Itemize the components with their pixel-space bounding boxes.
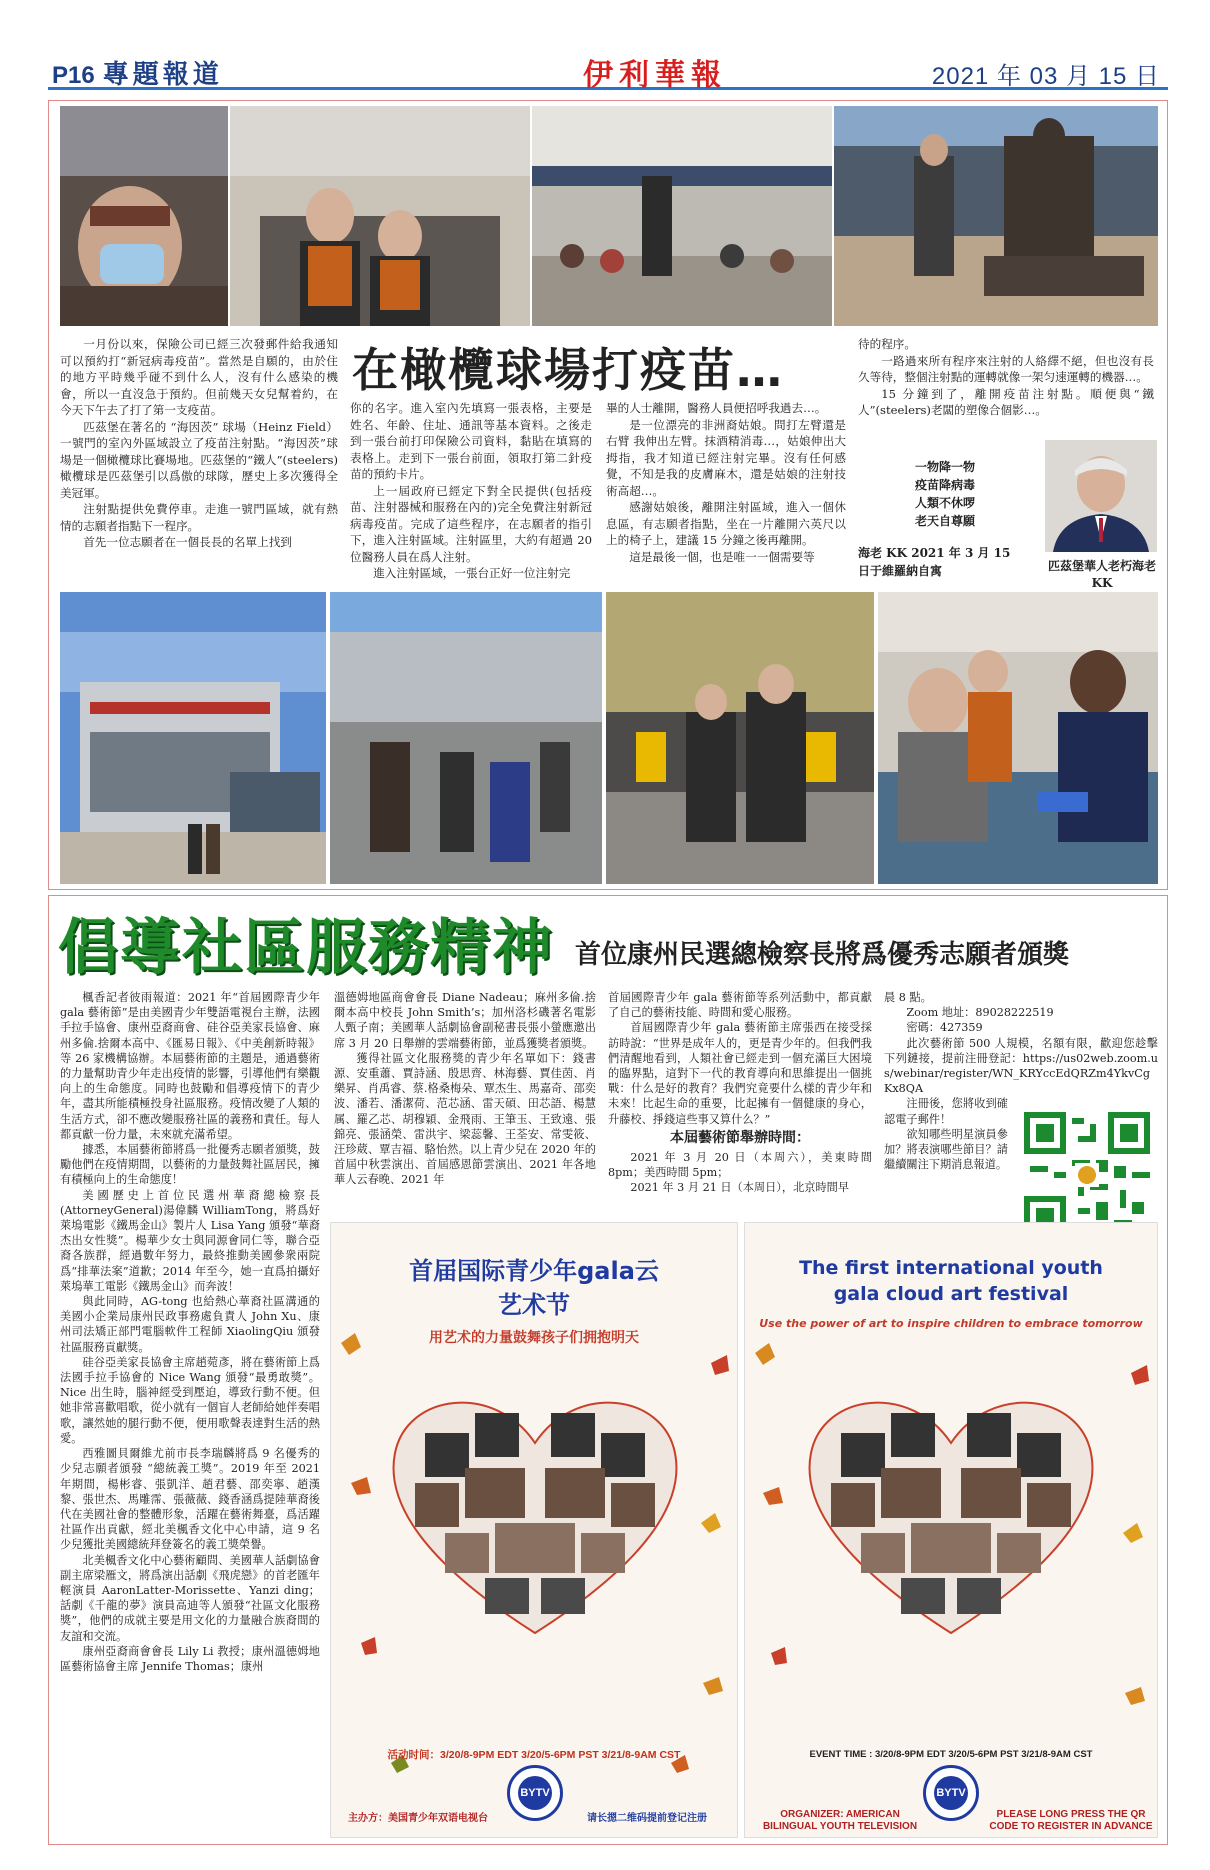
zoom-id[interactable]: Zoom 地址：89028222519 [906,1006,1054,1020]
heart-photo-collage [385,1373,685,1643]
registration-paragraph[interactable]: 此次藝術節 500 人規模，名額有限，歡迎您趁擊下列鏈接，提前注冊登記：https://us02web.zoom.us/webinar/register/WN_KRYccEdQRZm4YkvCgKx8QA [884,1036,1158,1096]
paragraph: 欲知哪些明星演員參加？將表演哪些節目？請繼續關注下期消息報道。 [884,1127,1008,1172]
logo-text: BYTV [518,1776,552,1810]
paragraph: 楓香記者彼雨報道：2021 年“首屆國際青少年 gala 藝術節”是由美國青少年雙語電視台主辦，法國手拉手協會、康州亞裔商會、硅谷亞美家長協會、麻州多倫.捨爾本高中、《匯易日報》、《中美創新時報》等 26 家機構協辦。本屆藝術節的主題是，通過藝術的力量幫助青少年走出疫情的影響，引導他們有樂觀向上的生命態度。同時也鼓勵和倡導疫情下的青少年，盡其所能積極投身社區服務。疫情改變了人類的生活方式，卻不應改變服務社區的義務和責任。每人都貢獻一份力量，未來就充滿希望。 [60,991,320,1141]
paragraph: 晨 8 點。 [884,991,932,1004]
paragraph: 匹茲堡在著名的 “海因茨” 球場（Heinz Field）一號門的室內外區域設立了疫苗注射點。“海因茨”球場是一個橄欖球比賽場地。匹茲堡的“鐵人”(steelers)橄欖球是匹茲堡引以爲傲的球隊，歷史上多次獲得全美冠軍。 [60,419,338,500]
paragraph: 美國歷史上首位民選州華裔總檢察長(AttorneyGeneral)湯偉麟 WilliamTong，將爲好萊塢電影《鐵馬金山》製片人 Lisa Yang 頒發“華裔杰出女性獎”。楊華少女士與同源會同仁等，聯合亞裔各族群，經過數年努力，最終推動美國參衆兩院爲“排華法案”道歉；2014 年至今，她一直爲拍攝好萊塢華工電影《鐵馬金山》而奔波！ [60,1188,320,1293]
paragraph: 一月份以來，保險公司已經三次發郵件給我通知可以預約打“新冠病毒疫苗”。當然是自願的，由於住的地方平時幾乎碰不到什么人，沒有什么感染的機會，所以一直沒急于預約。但前幾天女兒幫着約，在今天下午去了打了第一支疫苗。 [60,337,338,417]
paragraph: 據悉，本屆藝術節將爲一批優秀志願者頒獎，鼓勵他們在疫情期間，以藝術的力量鼓舞社區居民，擁有積極向上的生命態度！ [60,1143,320,1187]
paragraph: 獲得社區文化服務獎的青少年名單如下：錢書源、安重蕭、賈詩涵、殷思齊、林海藝、賈佳茵、肖樂昇、肖禹睿、蔡.格桑梅朵、覃杰生、馬嘉奇、邵奕波、潘若、潘潔荷、范芯涵、雷天碩、田芯語、楊慧属、羅乙芯、胡穆穎、金飛雨、王筆玉、王致遠、張錦亮、張涵榮、雷洪宇、梁蕊馨、王荃安、常雯筱、汪珍葳、覃吉福、駱怡然。以上青少兒在 2020 年的首屆中秋雲演出、首屆感恩節雲演出、2021 年各地華人云春晚、2021 年 [334,1051,596,1187]
page-header [48,50,1168,93]
newspaper-name: 伊利華報 [583,58,727,93]
story2-column-3 [608,990,872,1196]
schedule-heading: 本屆藝術節舉辦時間： [670,1129,810,1146]
story1-column-2 [350,400,592,582]
paragraph: 你的名字。進入室內先填寫一張表格，主要是姓名、年齡、住址、通訊等基本資料。之後走到一張台前打印保險公司資料，黏貼在填寫的表格上。走到下一張台前面，領取打第二針疫苗的預約卡片。 [350,401,592,481]
paragraph: 待的程序。 [858,337,916,351]
poster-register-note: PLEASE LONG PRESS THE QR CODE TO REGISTER IN ADVANCE [989,1809,1153,1832]
bytv-logo [923,1765,979,1821]
poem-line: 人類不休啰 [914,496,975,510]
paragraph: 首屆國際青少年 gala 藝術節等系列活動中，都貢獻了自己的藝術技能、時間和愛心服務。 [608,991,872,1020]
schedule-line: 2021 年 3 月 20 日（本周六），美東時間 8pm；美西時間 5pm； [608,1151,872,1180]
paragraph: 溫德姆地區商會會長 Diane Nadeau；麻州多倫.捨爾本高中校長 John Smith’s；加州洛杉磯著名電影人甄子南；美國華人話劇協會副秘書長張小螢應邀出席 3 月 20 日舉辦的雲端藝術節，並爲獲獎者頒獎。 [334,991,596,1050]
paragraph: 首先一位志願者在一個長長的名單上找到 [83,535,292,549]
poster-register-note: 请长摁二维码提前登记注册 [587,1813,707,1824]
paragraph: 一路過來所有程序來注射的人絡繹不絕，但也沒有長久等待，整個注射點的運轉就像一架匀速運轉的機器…。 [858,353,1154,384]
story1-column-4 [858,336,1154,419]
bytv-logo [507,1765,563,1821]
qr-code-icon [1024,1112,1150,1238]
poem-line: 老天自尊願 [914,514,975,528]
poster-slogan: 用艺术的力量鼓舞孩子们拥抱明天 [429,1330,639,1346]
zoom-password: 密碼：427359 [906,1021,983,1035]
registration-qr-code[interactable] [1024,1112,1150,1238]
author-portrait [1045,440,1157,552]
paragraph: 西雅圖貝爾維尤前市長李瑞麟將爲 9 名優秀的少兒志願者頒發 “總統義工獎”。2019 年至 2021 年期間，楊彬睿、張凱洋、趙君藝、邵奕寧、趙漢黎、張世杰、馬雕霈、張薇薇、錢香涵爲提陸華裔後代在美國社會的整體形象，活躍在藝術舞臺，爲活躍社區作出貢獻，經北美楓香文化中心申請，這 9 名少兒獲批美國總統拜登簽名的義工獎榮譽。 [60,1447,320,1552]
schedule-line: 2021 年 3 月 21 日（本周日），北京時間早 [630,1181,850,1195]
paragraph: 進入注射區域，一張台正好一位注射完 [373,566,571,580]
poster-title-line1: 首届国际青少年gala云 [409,1257,659,1285]
heart-photo-collage [801,1373,1101,1643]
portrait-caption: 匹茲堡華人老朽海老 KK [1047,559,1156,590]
poster-organizer: 主办方：美国青少年双语电视台 [348,1813,488,1824]
paragraph: 是一位漂亮的非洲裔姑娘。問打左臂還是右臂 我伸出左臂。抹酒精消毒…，姑娘伸出大拇指，我才知道已經注射完畢。沒有任何感覺，不知是我的皮膚麻木，還是姑娘的注射技術高超…。 [606,417,846,498]
paragraph: 注射點提供免費停車。走進一號門區域，就有熱情的志願者指點下一程序。 [60,502,338,533]
issue-date: 2021 年 03 月 15 日 [931,63,1160,90]
poem-line: 一物降一物 [914,460,975,474]
paragraph: 這是最後一個，也是唯一一個需要等 [629,549,815,564]
poster-english [744,1222,1158,1838]
paragraph: 15 分鐘到了，離開疫苗注射點。順便與“鐵人”(steelers)老闆的塑像合個影…。 [858,386,1154,417]
paragraph: 感謝姑娘後，離開注射區域，進入一個休息區，有志願者指點，坐在一片離開六英尺以上的椅子上，建議 15 分鐘之後再離開。 [606,500,846,547]
photo-couple-seated [230,106,530,326]
story2-column-2 [334,990,596,1188]
author-signature: 海老 KK 2021 年 3 月 15 日于維羅納自寓 [858,546,1011,578]
poster-title-line2: 艺术节 [498,1291,570,1319]
poster-event-time: 活动时间：3/20/8-9PM EDT 3/20/5-6PM PST 3/21/8-9AM CST [387,1749,681,1761]
poem-line: 疫苗降病毒 [914,478,975,492]
photo-vaccination [878,592,1158,884]
paragraph: 畢的人士離開，醫務人員便招呼我過去…。 [606,401,827,415]
paragraph: 上一屆政府已經定下對全民提供(包括疫苗、注射器械和服務在內的)完全免費注射新冠病毒疫苗。完成了這些程序，在志願者的指引下，進入注射區域。注射區里，大約有超過 20 位醫務人員在爲人注射。 [350,483,592,564]
logo-text: BYTV [934,1776,968,1810]
poster-chinese [330,1222,738,1838]
photo-stadium-exterior [60,592,326,884]
story1-column-1 [60,336,338,551]
paragraph: 注冊後，您將收到確認電子郵件！ [884,1097,1008,1126]
story1-title: 在橄欖球場打疫苗… [352,343,784,397]
photo-statue [834,106,1158,326]
photo-couple-pnc-club [606,592,874,884]
page-number: P16 [52,62,95,89]
paragraph: 康州亞裔商會會長 Lily Li 教授；康州溫德姆地區藝術協會主席 Jennife Thomas；康州 [60,1644,320,1673]
poem [890,458,1000,530]
photo-waiting-hall [532,106,832,326]
poster-event-time: EVENT TIME : 3/20/8-9PM EDT 3/20/5-6PM PST 3/21/8-9AM CST [809,1749,1093,1760]
story2-column-1 [60,990,320,1674]
poster-slogan: Use the power of art to inspire children to embrace tomorrow [759,1317,1143,1330]
paragraph: 北美楓香文化中心藝術顧問、美國華人話劇協會副主席梁雁文，將爲演出話劇《飛虎戀》的首老匯年輕演員 AaronLatter-Morissette、Yanzi ding；話劇《千龍的夢》演員高迪等人頒發“社區文化服務獎”，他們的成就主要是用文化的力量融合族裔間的友誼和交流。 [60,1553,320,1643]
story2-title: 倡導社區服務精神 [58,913,554,983]
poster-organizer: ORGANIZER: AMERICAN BILINGUAL YOUTH TELEVISION [762,1809,918,1832]
section-label [52,54,223,91]
paragraph: 首屆國際青少年 gala 藝術節主席張西在接受採訪時說：“世界是成年人的，更是青少年的。但我們我們清醒地看到，人類社會已經走到一個充滿巨大困境的臨界點，這對下一代的教育導向和思維提出一個挑戰：什么是好的教育？我們究竟要什么樣的青少年和未來！比起生命的重要，比起擁有一個健康的身心，升藤校、掙錢這些事又算什么？” [608,1021,872,1126]
poster-title-line2: gala cloud art festival [833,1283,1069,1305]
photo-masked-man [60,106,228,326]
paragraph: 與此同時，AG-tong 也給熱心華裔社區溝通的美國小企業局康州民政事務處負責人 John Xu、康州司法矯正部門電腦軟件工程師 XiaolingQiu 頒發社區服務貢獻獎。 [60,1295,320,1354]
poster-title-line1: The first international youth [799,1257,1103,1279]
photo-walking-to-gate [330,592,602,884]
paragraph: 硅谷亞美家長協會主席趙菀彥，將在藝術節上爲法國手拉手協會的 Nice Wang 頒發“最勇敢獎”。Nice 出生時，腦神經受到壓迫，導致行動不便。但她非常喜歡唱歌，從小就有一個盲人老師給她伴奏唱歌，讓然她的腿行動不便，便用歌聲表達對生活的熱愛。 [60,1355,320,1445]
section-name: 專題報道 [102,60,223,90]
story1-column-3 [606,400,846,565]
story2-subtitle: 首位康州民選總檢察長將爲優秀志願者頒獎 [575,940,1070,970]
